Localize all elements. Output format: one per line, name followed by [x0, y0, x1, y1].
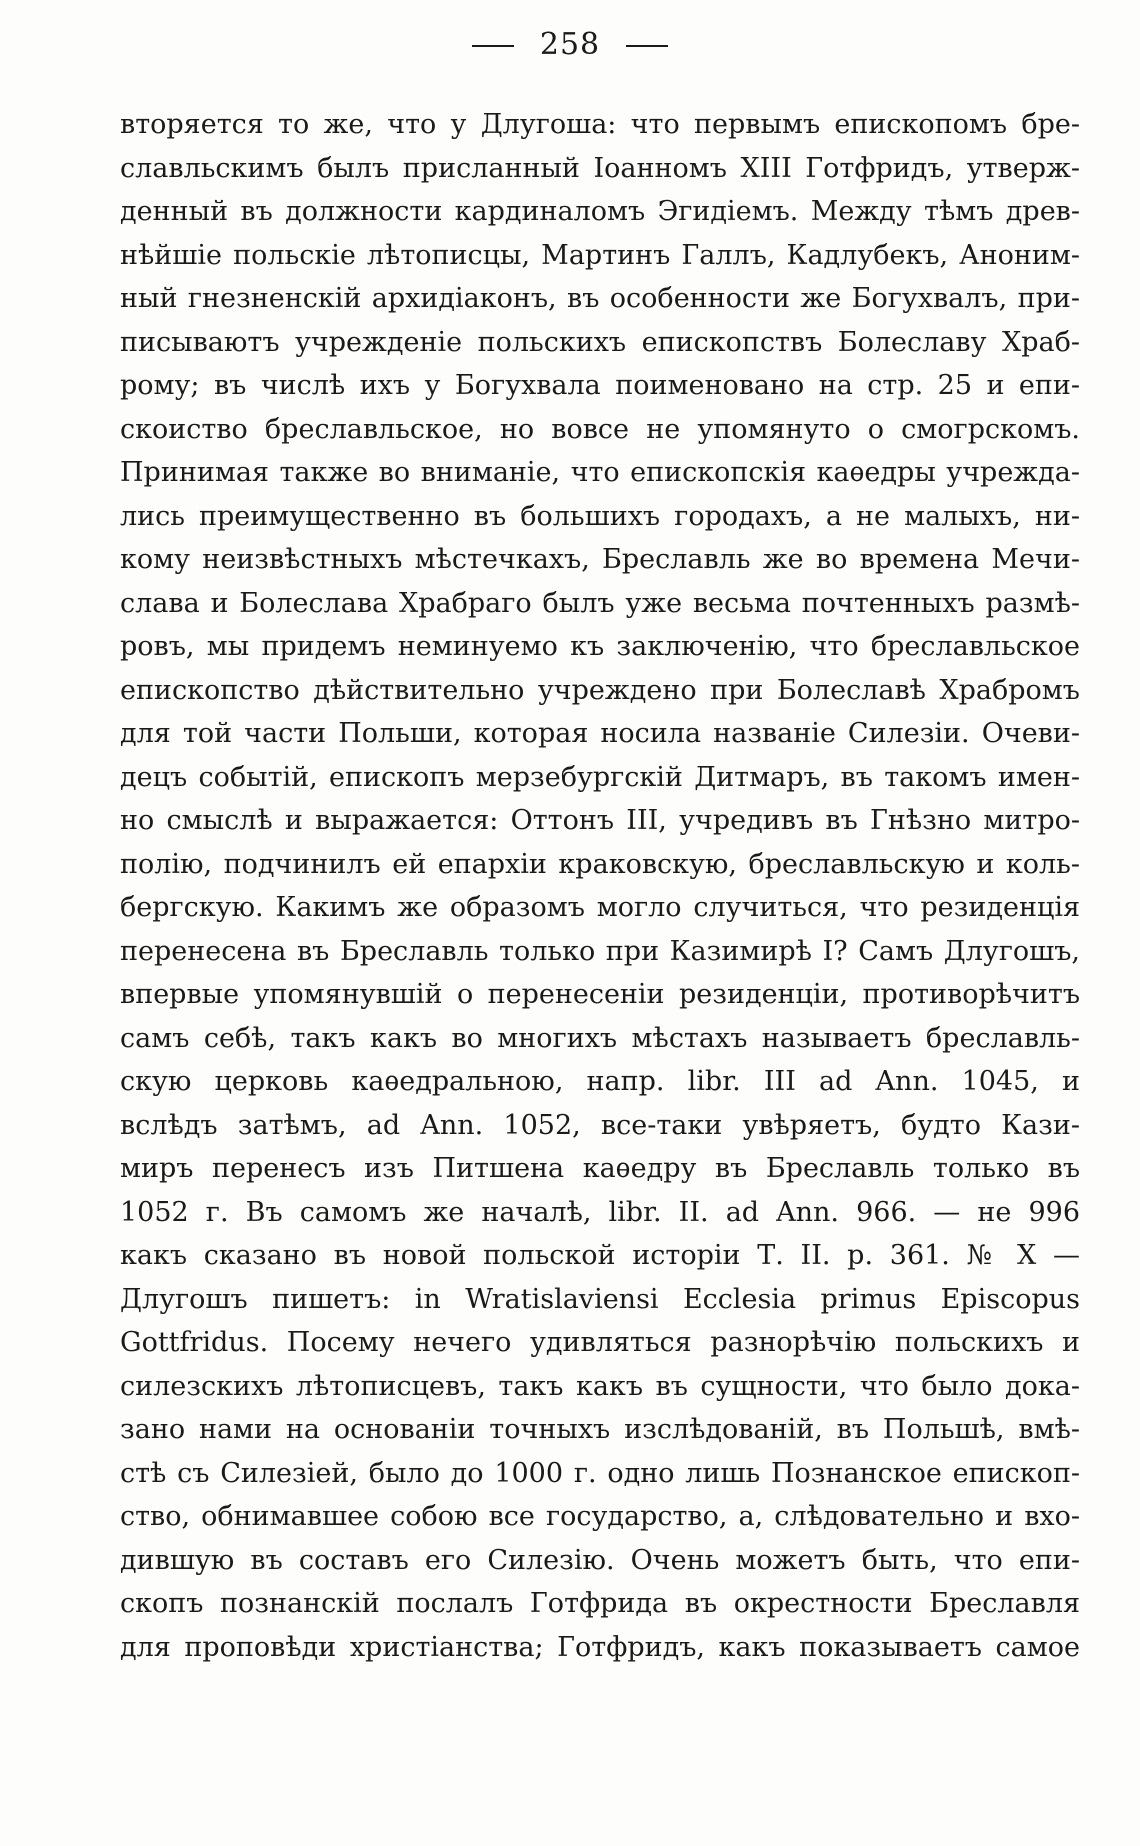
text-line: децъ событій, епископъ мерзебургскій Дитмаръ, въ такомъ имен- — [120, 761, 1080, 793]
page-header — [0, 22, 1140, 68]
text-line: миръ перенесъ изъ Питшена каѳедру въ Бреславль только въ — [120, 1153, 1080, 1184]
text-line: Gottfridus. Посему нечего удивляться разнорѣчію польскихъ и — [120, 1327, 1080, 1358]
text-line: Принимая также во вниманіе, что епископскія каѳедры учрежда- — [120, 457, 1080, 488]
text-line: но смыслѣ и выражается: Оттонъ III, учредивъ въ Гнѣзно митро- — [120, 805, 1080, 836]
text-line: для той части Польши, которая носила названіе Силезіи. Очеви- — [120, 718, 1080, 749]
body-text — [120, 103, 1080, 1669]
text-line: Длугошъ пишетъ: in Wratislaviensi Ecclesia primus Episcopus — [120, 1283, 1080, 1315]
text-line: полію, подчинилъ ей епархіи краковскую, бреславльскую и коль- — [120, 848, 1080, 880]
left-dash — [472, 45, 514, 47]
text-line: епископство дѣйствительно учреждено при Болеславѣ Храбромъ — [120, 674, 1080, 706]
text-line: лись преимущественно въ большихъ городахъ, а не малыхъ, ни- — [120, 500, 1080, 532]
text-line: бергскую. Какимъ же образомъ могло случиться, что резиденція — [120, 892, 1080, 923]
text-line: денный въ должности кардиналомъ Эгидіемъ. Между тѣмъ древ- — [120, 196, 1080, 227]
text-line: слава и Болеслава Храбраго былъ уже весьма почтенныхъ размѣ- — [120, 587, 1080, 619]
text-line: перенесена въ Бреславль только при Казимирѣ I? Самъ Длугошъ, — [120, 935, 1080, 967]
text-line: кому неизвѣстныхъ мѣстечкахъ, Бреславль же во времена Мечи- — [120, 544, 1080, 575]
text-line: силезскихъ лѣтописцевъ, такъ какъ въ сущности, что было дока- — [120, 1370, 1080, 1402]
text-line: скую церковь каѳедральною, напр. libr. III ad Ann. 1045, и — [120, 1066, 1080, 1097]
text-line: вслѣдъ затѣмъ, ad Ann. 1052, все-таки увѣряетъ, будто Кази- — [120, 1109, 1080, 1141]
text-line: нѣйшіе польскіе лѣтописцы, Мартинъ Галлъ, Кадлубекъ, Аноним- — [120, 239, 1080, 271]
page-number: 258 — [539, 27, 601, 62]
text-line: вторяется то же, что у Длугоша: что первымъ епископомъ бре- — [120, 109, 1080, 140]
text-line: писываютъ учрежденіе польскихъ епископствъ Болеславу Храб- — [120, 326, 1080, 358]
text-line: 1052 г. Въ самомъ же началѣ, libr. II. ad Ann. 966. — не 996 — [120, 1196, 1080, 1228]
text-line: зано нами на основаніи точныхъ изслѣдованій, въ Польшѣ, вмѣ- — [120, 1414, 1080, 1445]
text-line: самъ себѣ, такъ какъ во многихъ мѣстахъ называетъ бреславль- — [120, 1022, 1080, 1054]
text-line: ный гнезненскій архидіаконъ, въ особенности же Богухвалъ, при- — [120, 283, 1080, 314]
text-line: скопъ познанскій послалъ Готфрида въ окрестности Бреславля — [120, 1588, 1080, 1619]
text-line: какъ сказано въ новой польской исторіи Т. II. р. 361. № X — — [120, 1240, 1080, 1271]
text-line: для проповѣди христіанства; Готфридъ, какъ показываетъ самое — [120, 1631, 1080, 1663]
text-line: стѣ съ Силезіей, было до 1000 г. одно лишь Познанское епископ- — [120, 1457, 1080, 1489]
right-dash — [626, 45, 668, 47]
text-line: дившую въ составъ его Силезію. Очень можетъ быть, что епи- — [120, 1544, 1080, 1576]
text-line: ство, обнимавшее собою все государство, а, слѣдовательно и вхо- — [120, 1501, 1080, 1532]
text-line: скоиство бреславльское, но вовсе не упомянуто о смогрскомъ. — [120, 413, 1080, 445]
text-line: ровъ, мы придемъ неминуемо къ заключенію, что бреславльское — [120, 631, 1080, 662]
text-line: славльскимъ былъ присланный Іоанномъ XIII Готфридъ, утверж- — [120, 152, 1080, 184]
text-line: рому; въ числѣ ихъ у Богухвала поименовано на стр. 25 и епи- — [120, 370, 1080, 401]
text-line: впервые упомянувшій о перенесеніи резиденціи, противорѣчитъ — [120, 979, 1080, 1010]
